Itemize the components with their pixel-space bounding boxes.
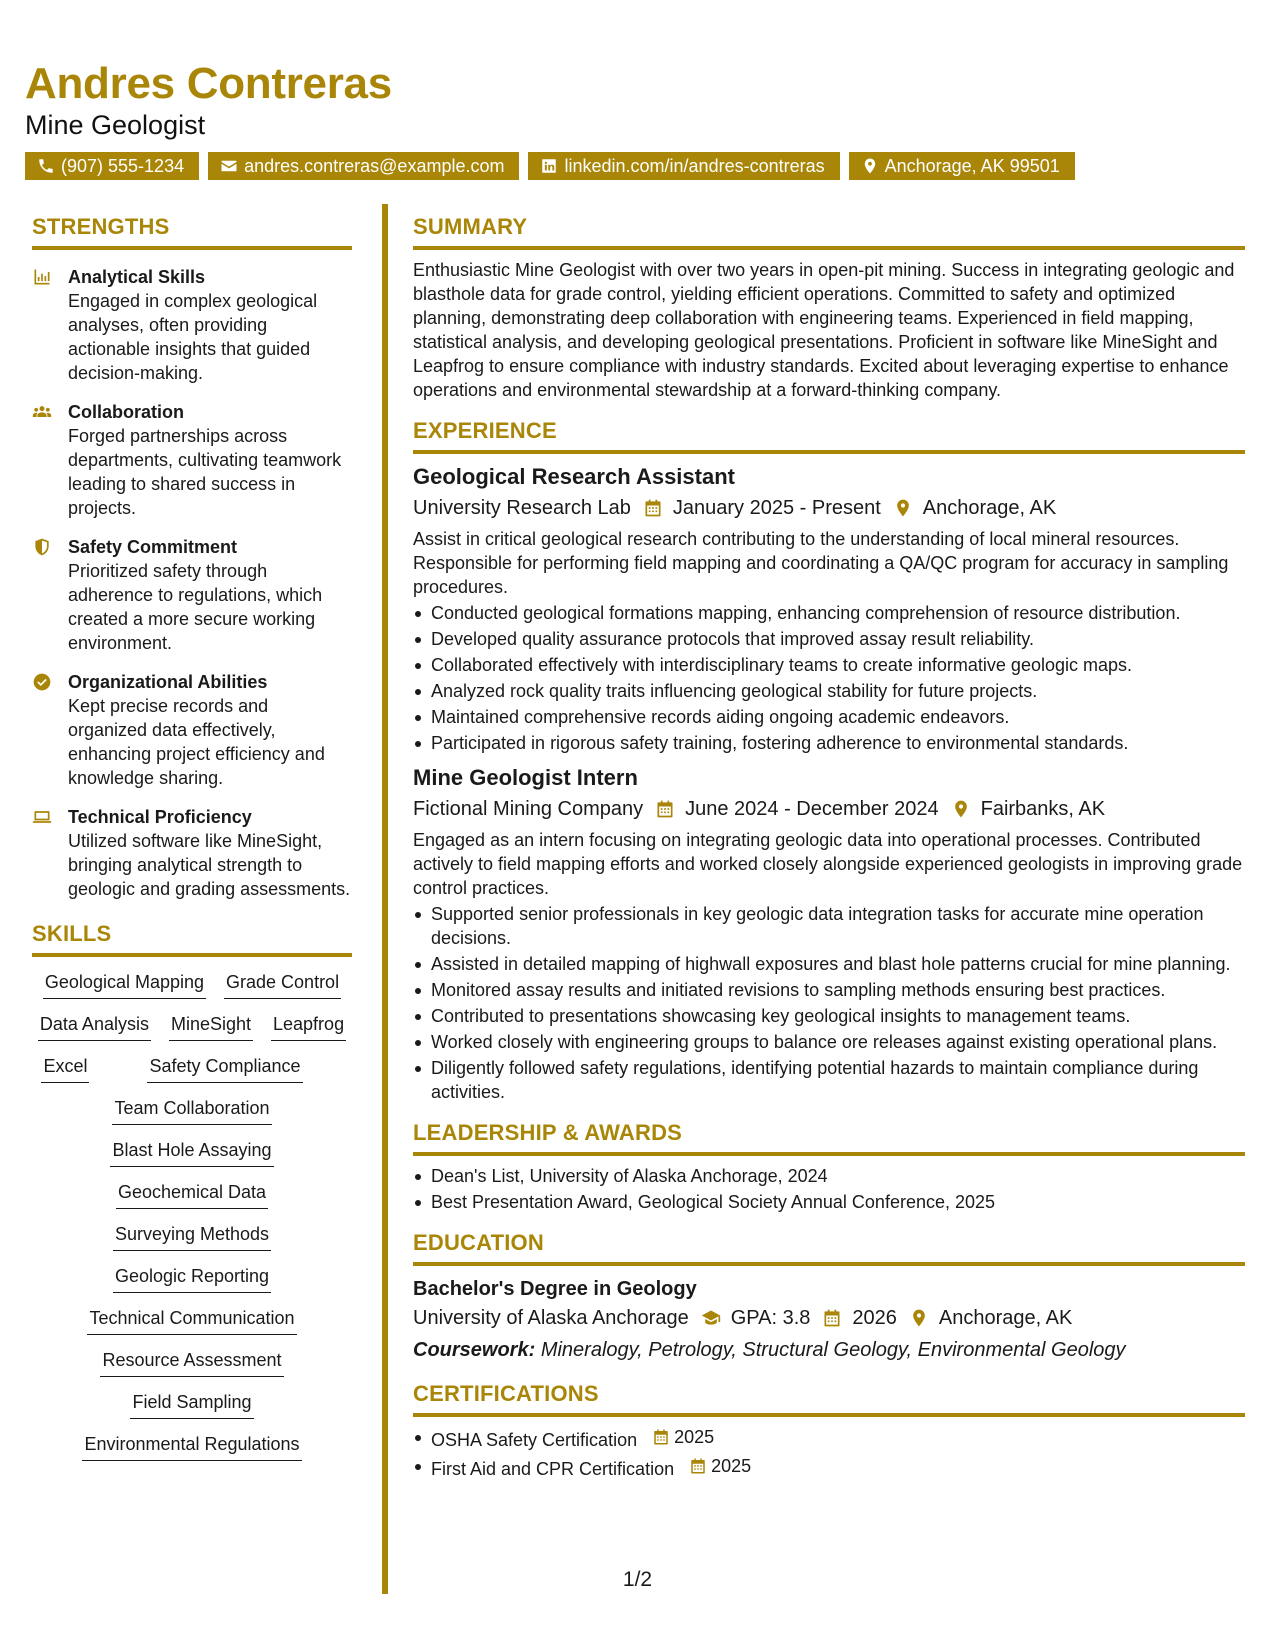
phone-icon xyxy=(37,157,55,175)
location-chip[interactable] xyxy=(849,152,1075,180)
calendar-icon xyxy=(652,1428,670,1446)
skill-tag: Excel xyxy=(41,1053,89,1083)
job-bullet: Participated in rigorous safety training, fostering adherence to environmental standards. xyxy=(413,731,1245,755)
strength-item xyxy=(32,670,352,790)
job-bullet: Maintained comprehensive records aiding ongoing academic endeavors. xyxy=(413,705,1245,729)
award-list xyxy=(413,1164,1245,1214)
skill-tag: Geochemical Data xyxy=(116,1179,268,1209)
job-bullets xyxy=(413,902,1245,1104)
skill-tag: Resource Assessment xyxy=(100,1347,283,1377)
coursework-list: Mineralogy, Petrology, Structural Geology, Environmental Geology xyxy=(540,1339,1126,1361)
strength-item xyxy=(32,400,352,520)
job-bullet: Worked closely with engineering groups to balance ore releases against existing operational plans. xyxy=(413,1030,1245,1054)
skill-tag: Data Analysis xyxy=(38,1011,151,1041)
certification-item xyxy=(413,1454,1245,1481)
gpa: GPA: 3.8 xyxy=(730,1307,811,1329)
strength-item xyxy=(32,265,352,385)
location-text: Anchorage, AK 99501 xyxy=(884,155,1060,176)
strength-desc: Kept precise records and organized data effectively, enhancing project efficiency and knowledge sharing. xyxy=(68,696,325,788)
job-bullet: Contributed to presentations showcasing key geological insights to management teams. xyxy=(413,1004,1245,1028)
certification-date xyxy=(652,1425,714,1449)
skill-tag: Team Collaboration xyxy=(112,1095,271,1125)
job-title: Geological Research Assistant xyxy=(413,464,735,489)
contact-bar xyxy=(25,152,1075,180)
job-meta xyxy=(413,794,1245,824)
job-entry xyxy=(413,462,1245,755)
skill-tag: Surveying Methods xyxy=(113,1221,271,1251)
location-pin-icon xyxy=(893,498,913,518)
linkedin-icon xyxy=(540,157,558,175)
skill-tag: Leapfrog xyxy=(271,1011,346,1041)
calendar-icon xyxy=(643,498,663,518)
skill-tag: Safety Compliance xyxy=(147,1053,302,1083)
skill-tag: Environmental Regulations xyxy=(82,1431,301,1461)
certifications-section xyxy=(413,1383,1245,1481)
strengths-heading: STRENGTHS xyxy=(32,216,352,250)
strength-item xyxy=(32,805,352,901)
laptop-icon xyxy=(32,807,52,827)
coursework-label: Coursework: xyxy=(413,1339,536,1361)
job-description: Assist in critical geological research contributing to the understanding of local mineral resources. Responsible for performing field mapping and coordinating a QA/QC program for accuracy in sampling procedures. xyxy=(413,529,1229,597)
linkedin-text: linkedin.com/in/andres-contreras xyxy=(564,155,825,176)
job-bullets xyxy=(413,601,1245,755)
leadership-heading: LEADERSHIP & AWARDS xyxy=(413,1122,1245,1156)
certification-name: OSHA Safety Certification xyxy=(431,1430,638,1450)
candidate-name: Andres Contreras xyxy=(25,59,392,108)
strength-title: Analytical Skills xyxy=(68,267,206,287)
email-text: andres.contreras@example.com xyxy=(244,155,505,176)
users-icon xyxy=(32,402,52,422)
job-meta xyxy=(413,493,1245,523)
certification-year: 2025 xyxy=(711,1456,752,1476)
location-pin-icon xyxy=(909,1308,929,1328)
check-circle-icon xyxy=(32,672,52,692)
school-location: Anchorage, AK xyxy=(938,1307,1073,1329)
location-pin-icon xyxy=(951,799,971,819)
award-item: Best Presentation Award, Geological Society Annual Conference, 2025 xyxy=(413,1190,1245,1214)
left-column xyxy=(32,216,352,1461)
linkedin-chip[interactable] xyxy=(528,152,839,180)
skill-tag: Technical Communication xyxy=(87,1305,296,1335)
company-name: Fictional Mining Company xyxy=(413,798,644,820)
education-meta xyxy=(413,1303,1245,1333)
skill-tag: Grade Control xyxy=(224,969,341,999)
skills-list xyxy=(32,969,352,1461)
certifications-heading: CERTIFICATIONS xyxy=(413,1383,1245,1417)
job-description: Engaged as an intern focusing on integrating geologic data into operational processes. Contributed actively to field mapping efforts and worked closely alongside experienced geologists in improving grade control practices. xyxy=(413,830,1243,898)
strength-desc: Utilized software like MineSight, bringing analytical strength to geologic and grading assessments. xyxy=(68,831,351,899)
strength-title: Safety Commitment xyxy=(68,537,238,557)
company-name: University Research Lab xyxy=(413,497,631,519)
certification-year: 2025 xyxy=(674,1427,715,1447)
location-pin-icon xyxy=(861,157,879,175)
coursework xyxy=(413,1335,1245,1365)
education-section xyxy=(413,1232,1245,1365)
job-bullet: Supported senior professionals in key geologic data integration tasks for accurate mine operation decisions. xyxy=(413,902,1245,950)
graduation-cap-icon xyxy=(701,1308,721,1328)
summary-text: Enthusiastic Mine Geologist with over two years in open-pit mining. Success in integrating geologic and blasthole data for grade control, yielding efficient operations. Committed to safety and optimized planning, demonstrating deep collaboration with engineering teams. Experienced in field mapping, statistical analysis, and developing geological presentations. Proficient in software like MineSight and Leapfrog to ensure compliance with industry standards. Excited about leveraging expertise to enhance operations and environmental stewardship at a forward-thinking company. xyxy=(413,260,1235,400)
email-chip[interactable] xyxy=(208,152,519,180)
email-icon xyxy=(220,157,238,175)
job-location: Anchorage, AK xyxy=(922,497,1057,519)
experience-heading: EXPERIENCE xyxy=(413,420,1245,454)
skill-tag: MineSight xyxy=(169,1011,253,1041)
strength-title: Collaboration xyxy=(68,402,184,422)
summary-section xyxy=(413,216,1245,402)
job-title: Mine Geologist Intern xyxy=(413,765,638,790)
right-column xyxy=(413,216,1245,1481)
education-heading: EDUCATION xyxy=(413,1232,1245,1266)
strength-title: Organizational Abilities xyxy=(68,672,268,692)
job-location: Fairbanks, AK xyxy=(980,798,1106,820)
strength-title: Technical Proficiency xyxy=(68,807,252,827)
skill-tag: Field Sampling xyxy=(130,1389,253,1419)
graduation-year: 2026 xyxy=(852,1307,897,1329)
job-dates: January 2025 - Present xyxy=(672,497,881,519)
job-bullet: Analyzed rock quality traits influencing geological stability for future projects. xyxy=(413,679,1245,703)
phone-text: (907) 555-1234 xyxy=(61,155,185,176)
certification-item xyxy=(413,1425,1245,1452)
candidate-title: Mine Geologist xyxy=(25,110,206,140)
calendar-icon xyxy=(655,799,675,819)
strength-item xyxy=(32,535,352,655)
certification-list xyxy=(413,1425,1245,1481)
job-entry xyxy=(413,763,1245,1104)
leadership-section xyxy=(413,1122,1245,1214)
skill-tag: Blast Hole Assaying xyxy=(110,1137,273,1167)
job-bullet: Assisted in detailed mapping of highwall exposures and blast hole patterns crucial for mine planning. xyxy=(413,952,1245,976)
page-number: 1/2 xyxy=(622,1568,653,1591)
calendar-icon xyxy=(689,1457,707,1475)
school-name: University of Alaska Anchorage xyxy=(413,1307,689,1329)
strength-desc: Forged partnerships across departments, cultivating teamwork leading to shared success in projects. xyxy=(68,426,342,518)
job-bullet: Conducted geological formations mapping, enhancing comprehension of resource distribution. xyxy=(413,601,1245,625)
job-bullet: Developed quality assurance protocols that improved assay result reliability. xyxy=(413,627,1245,651)
phone-chip[interactable] xyxy=(25,152,199,180)
strength-desc: Engaged in complex geological analyses, often providing actionable insights that guided decision-making. xyxy=(68,291,318,383)
job-dates: June 2024 - December 2024 xyxy=(685,798,939,820)
calendar-icon xyxy=(822,1308,842,1328)
strength-desc: Prioritized safety through adherence to regulations, which created a more secure working environment. xyxy=(68,561,323,653)
certification-name: First Aid and CPR Certification xyxy=(431,1459,675,1479)
bar-chart-icon xyxy=(32,267,52,287)
degree-title: Bachelor's Degree in Geology xyxy=(413,1278,697,1300)
shield-icon xyxy=(32,537,52,557)
job-bullet: Collaborated effectively with interdisciplinary teams to create informative geologic maps. xyxy=(413,653,1245,677)
award-item: Dean's List, University of Alaska Anchorage, 2024 xyxy=(413,1164,1245,1188)
summary-heading: SUMMARY xyxy=(413,216,1245,250)
column-divider xyxy=(382,204,388,1594)
skill-tag: Geologic Reporting xyxy=(113,1263,271,1293)
skills-heading: SKILLS xyxy=(32,923,352,957)
skill-tag: Geological Mapping xyxy=(43,969,206,999)
job-bullet: Monitored assay results and initiated revisions to sampling methods ensuring best practices. xyxy=(413,978,1245,1002)
job-bullet: Diligently followed safety regulations, identifying potential hazards to maintain compliance during activities. xyxy=(413,1056,1245,1104)
certification-date xyxy=(689,1454,751,1478)
experience-section xyxy=(413,420,1245,1104)
